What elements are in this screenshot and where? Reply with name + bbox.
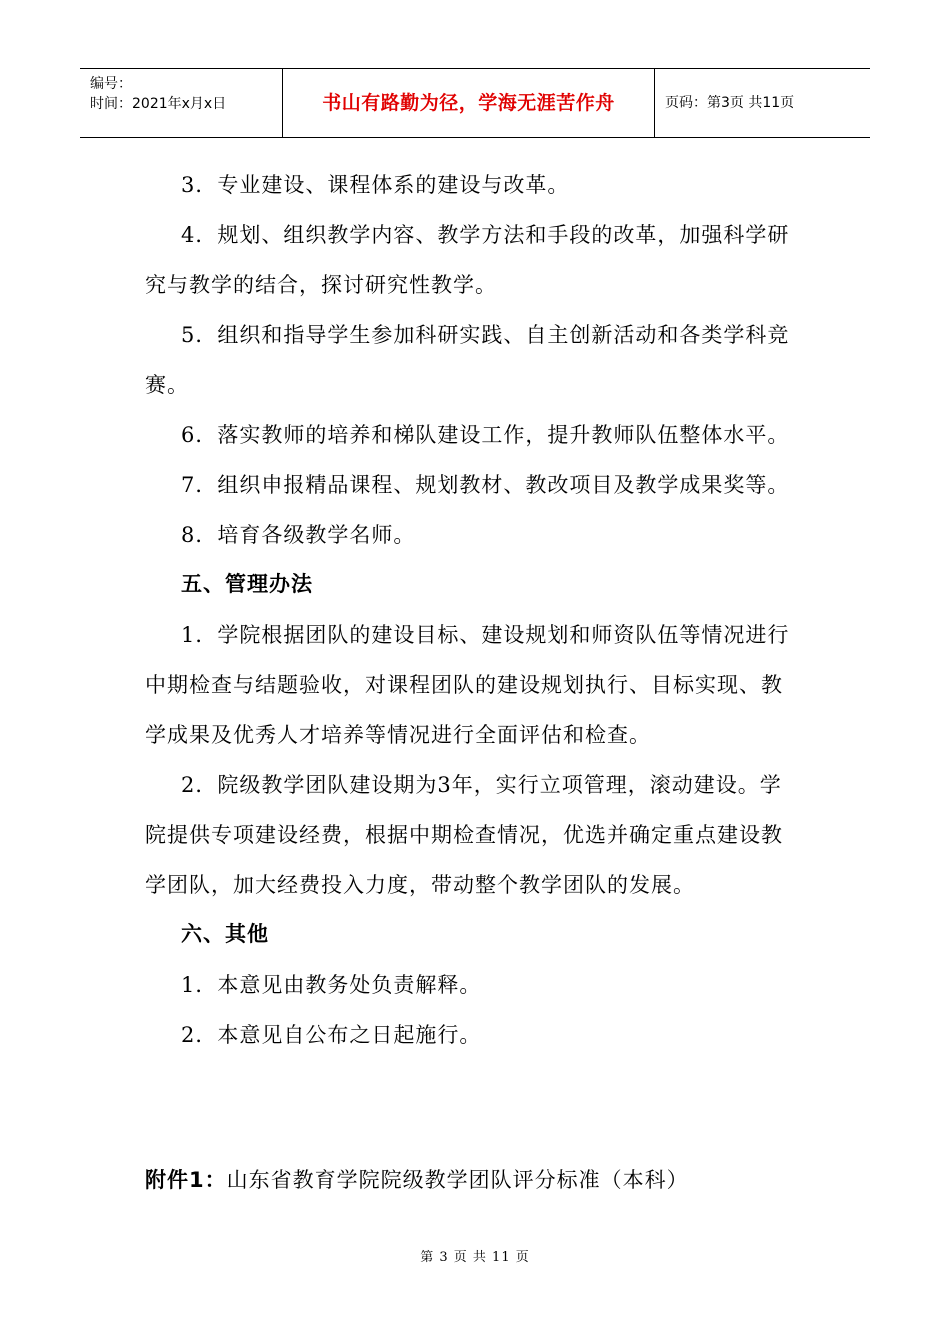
paragraph-other-1: 1．本意见由教务处负责解释。 xyxy=(181,973,482,997)
paragraph-item-8: 8．培育各级教学名师。 xyxy=(181,523,416,547)
paragraph-item-4-line-1: 4．规划、组织教学内容、教学方法和手段的改革，加强科学研 xyxy=(181,223,790,247)
time-label: 时间：2021年x月x日 xyxy=(90,96,227,112)
paragraph-item-7: 7．组织申报精品课程、规划教材、教改项目及教学成果奖等。 xyxy=(181,473,790,497)
paragraph-item-3: 3．专业建设、课程体系的建设与改革。 xyxy=(181,173,570,197)
paragraph-management-1-line-1: 1．学院根据团队的建设目标、建设规划和师资队伍等情况进行 xyxy=(181,623,790,647)
attachment-line xyxy=(145,1155,689,1205)
paragraph-management-2-line-3: 学团队，加大经费投入力度，带动整个教学团队的发展。 xyxy=(145,873,695,897)
attachment-title: 山东省教育学院院级教学团队评分标准（本科） xyxy=(226,1168,689,1192)
paragraph-management-1-line-3: 学成果及优秀人才培养等情况进行全面评估和检查。 xyxy=(145,723,651,747)
header-meta-cell xyxy=(80,69,283,137)
number-label: 编号： xyxy=(90,76,132,92)
header-page-info: 页码：第3页 共11页 xyxy=(665,95,795,111)
paragraph-item-4-line-2: 究与教学的结合，探讨研究性教学。 xyxy=(145,273,497,297)
paragraph-item-5-line-1: 5．组织和指导学生参加科研实践、自主创新活动和各类学科竞 xyxy=(181,323,790,347)
paragraph-item-6: 6．落实教师的培养和梯队建设工作，提升教师队伍整体水平。 xyxy=(181,423,790,447)
paragraph-management-1-line-2: 中期检查与结题验收，对课程团队的建设规划执行、目标实现、教 xyxy=(145,673,783,697)
paragraph-other-2: 2．本意见自公布之日起施行。 xyxy=(181,1023,482,1047)
section-heading-management: 五、管理办法 xyxy=(181,572,313,596)
paragraph-item-5-line-2: 赛。 xyxy=(145,373,189,397)
page-footer: 第 3 页 共 11 页 xyxy=(420,1250,530,1265)
header-motto: 书山有路勤为径，学海无涯苦作舟 xyxy=(283,69,655,137)
document-header xyxy=(80,68,870,138)
section-heading-other: 六、其他 xyxy=(181,922,269,946)
paragraph-management-2-line-1: 2．院级教学团队建设期为3年，实行立项管理，滚动建设。学 xyxy=(181,773,782,797)
attachment-label: 附件1： xyxy=(145,1168,227,1192)
paragraph-management-2-line-2: 院提供专项建设经费，根据中期检查情况，优选并确定重点建设教 xyxy=(145,823,783,847)
